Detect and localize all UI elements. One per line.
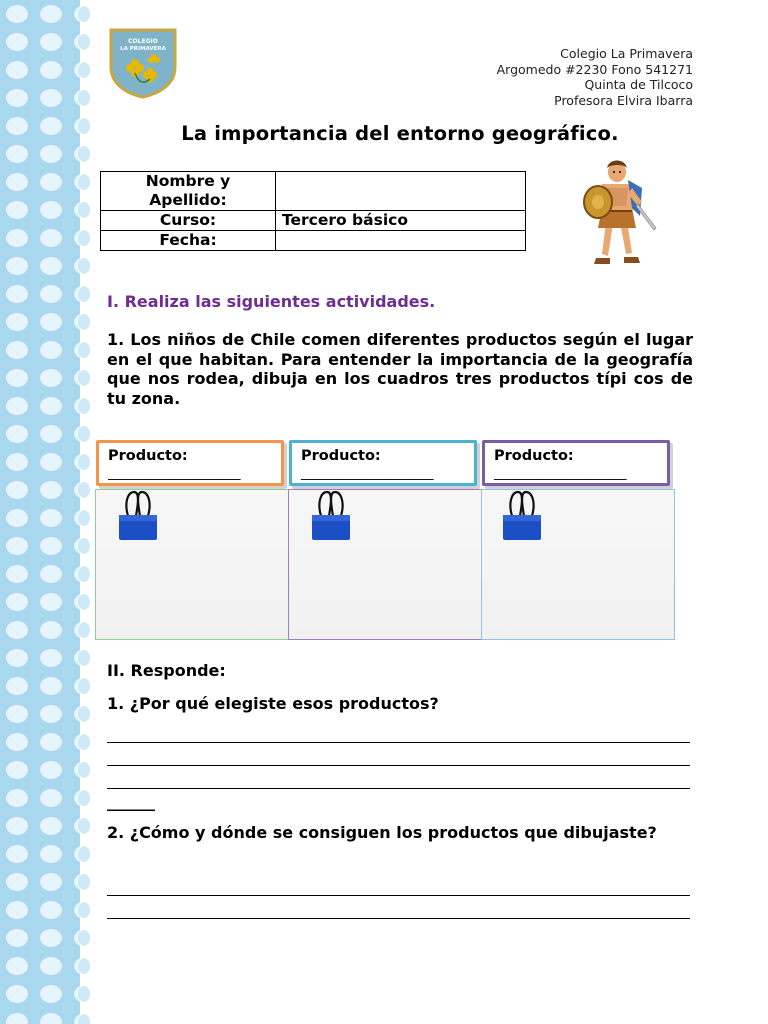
teacher-name: Profesora Elvira Ibarra [554,92,693,108]
table-row [101,172,526,211]
product-label: Producto: [494,448,574,464]
school-name: Colegio La Primavera [560,46,693,61]
school-town: Quinta de Tilcoco [584,77,693,92]
date-field[interactable] [276,231,526,251]
product-name-line[interactable]: ______________________ [108,466,240,481]
course-value: Tercero básico [276,211,526,231]
answer-line-q1[interactable] [107,765,690,767]
product-card-2-header [289,440,477,486]
name-field[interactable] [276,172,526,211]
date-label: Fecha: [101,231,276,251]
binder-clip-icon [500,490,544,546]
section-1-heading: I. Realiza las siguientes actividades. [107,292,436,311]
school-header [497,46,693,108]
logo-text-mid: LA PRIMAVERA [120,46,166,52]
answer-line-q2[interactable] [107,918,690,920]
hercules-illustration [576,158,658,270]
course-label: Curso: [101,211,276,231]
answer-line-q1[interactable] [107,742,690,744]
name-label: Nombre y Apellido: [101,172,276,211]
binder-clip-icon [116,490,160,546]
table-row [101,231,526,251]
product-name-line[interactable]: ______________________ [494,466,626,481]
product-label: Producto: [301,448,381,464]
answer-line-q1[interactable] [107,788,690,790]
section-1-instruction: 1. Los niños de Chile comen diferentes productos según el lugar en el que habitan. Para entender la importancia de la geografía que nos rodea, dibuja en los cuadros tres productos típi cos de tu zona. [107,330,693,408]
product-label: Producto: [108,448,188,464]
page-title: La importancia del entorno geográfico. [181,122,619,145]
student-info-table [100,171,526,251]
product-card-3-header [482,440,670,486]
product-card-1-header [96,440,284,486]
school-logo [108,27,178,99]
answer-line-q1-tail[interactable]: ______ [107,792,155,811]
answer-line-q2[interactable] [107,895,690,897]
table-row [101,211,526,231]
strip-dots [76,0,92,1024]
question-1: 1. ¿Por qué elegiste esos productos? [107,694,439,713]
product-name-line[interactable]: ______________________ [301,466,433,481]
binder-clip-icon [309,490,353,546]
logo-text-top: COLEGIO [128,38,158,45]
school-address: Argomedo #2230 Fono 541271 [496,61,693,77]
question-2: 2. ¿Cómo y dónde se consiguen los productos que dibujaste? [107,823,657,842]
section-2-heading: II. Responde: [107,661,226,680]
